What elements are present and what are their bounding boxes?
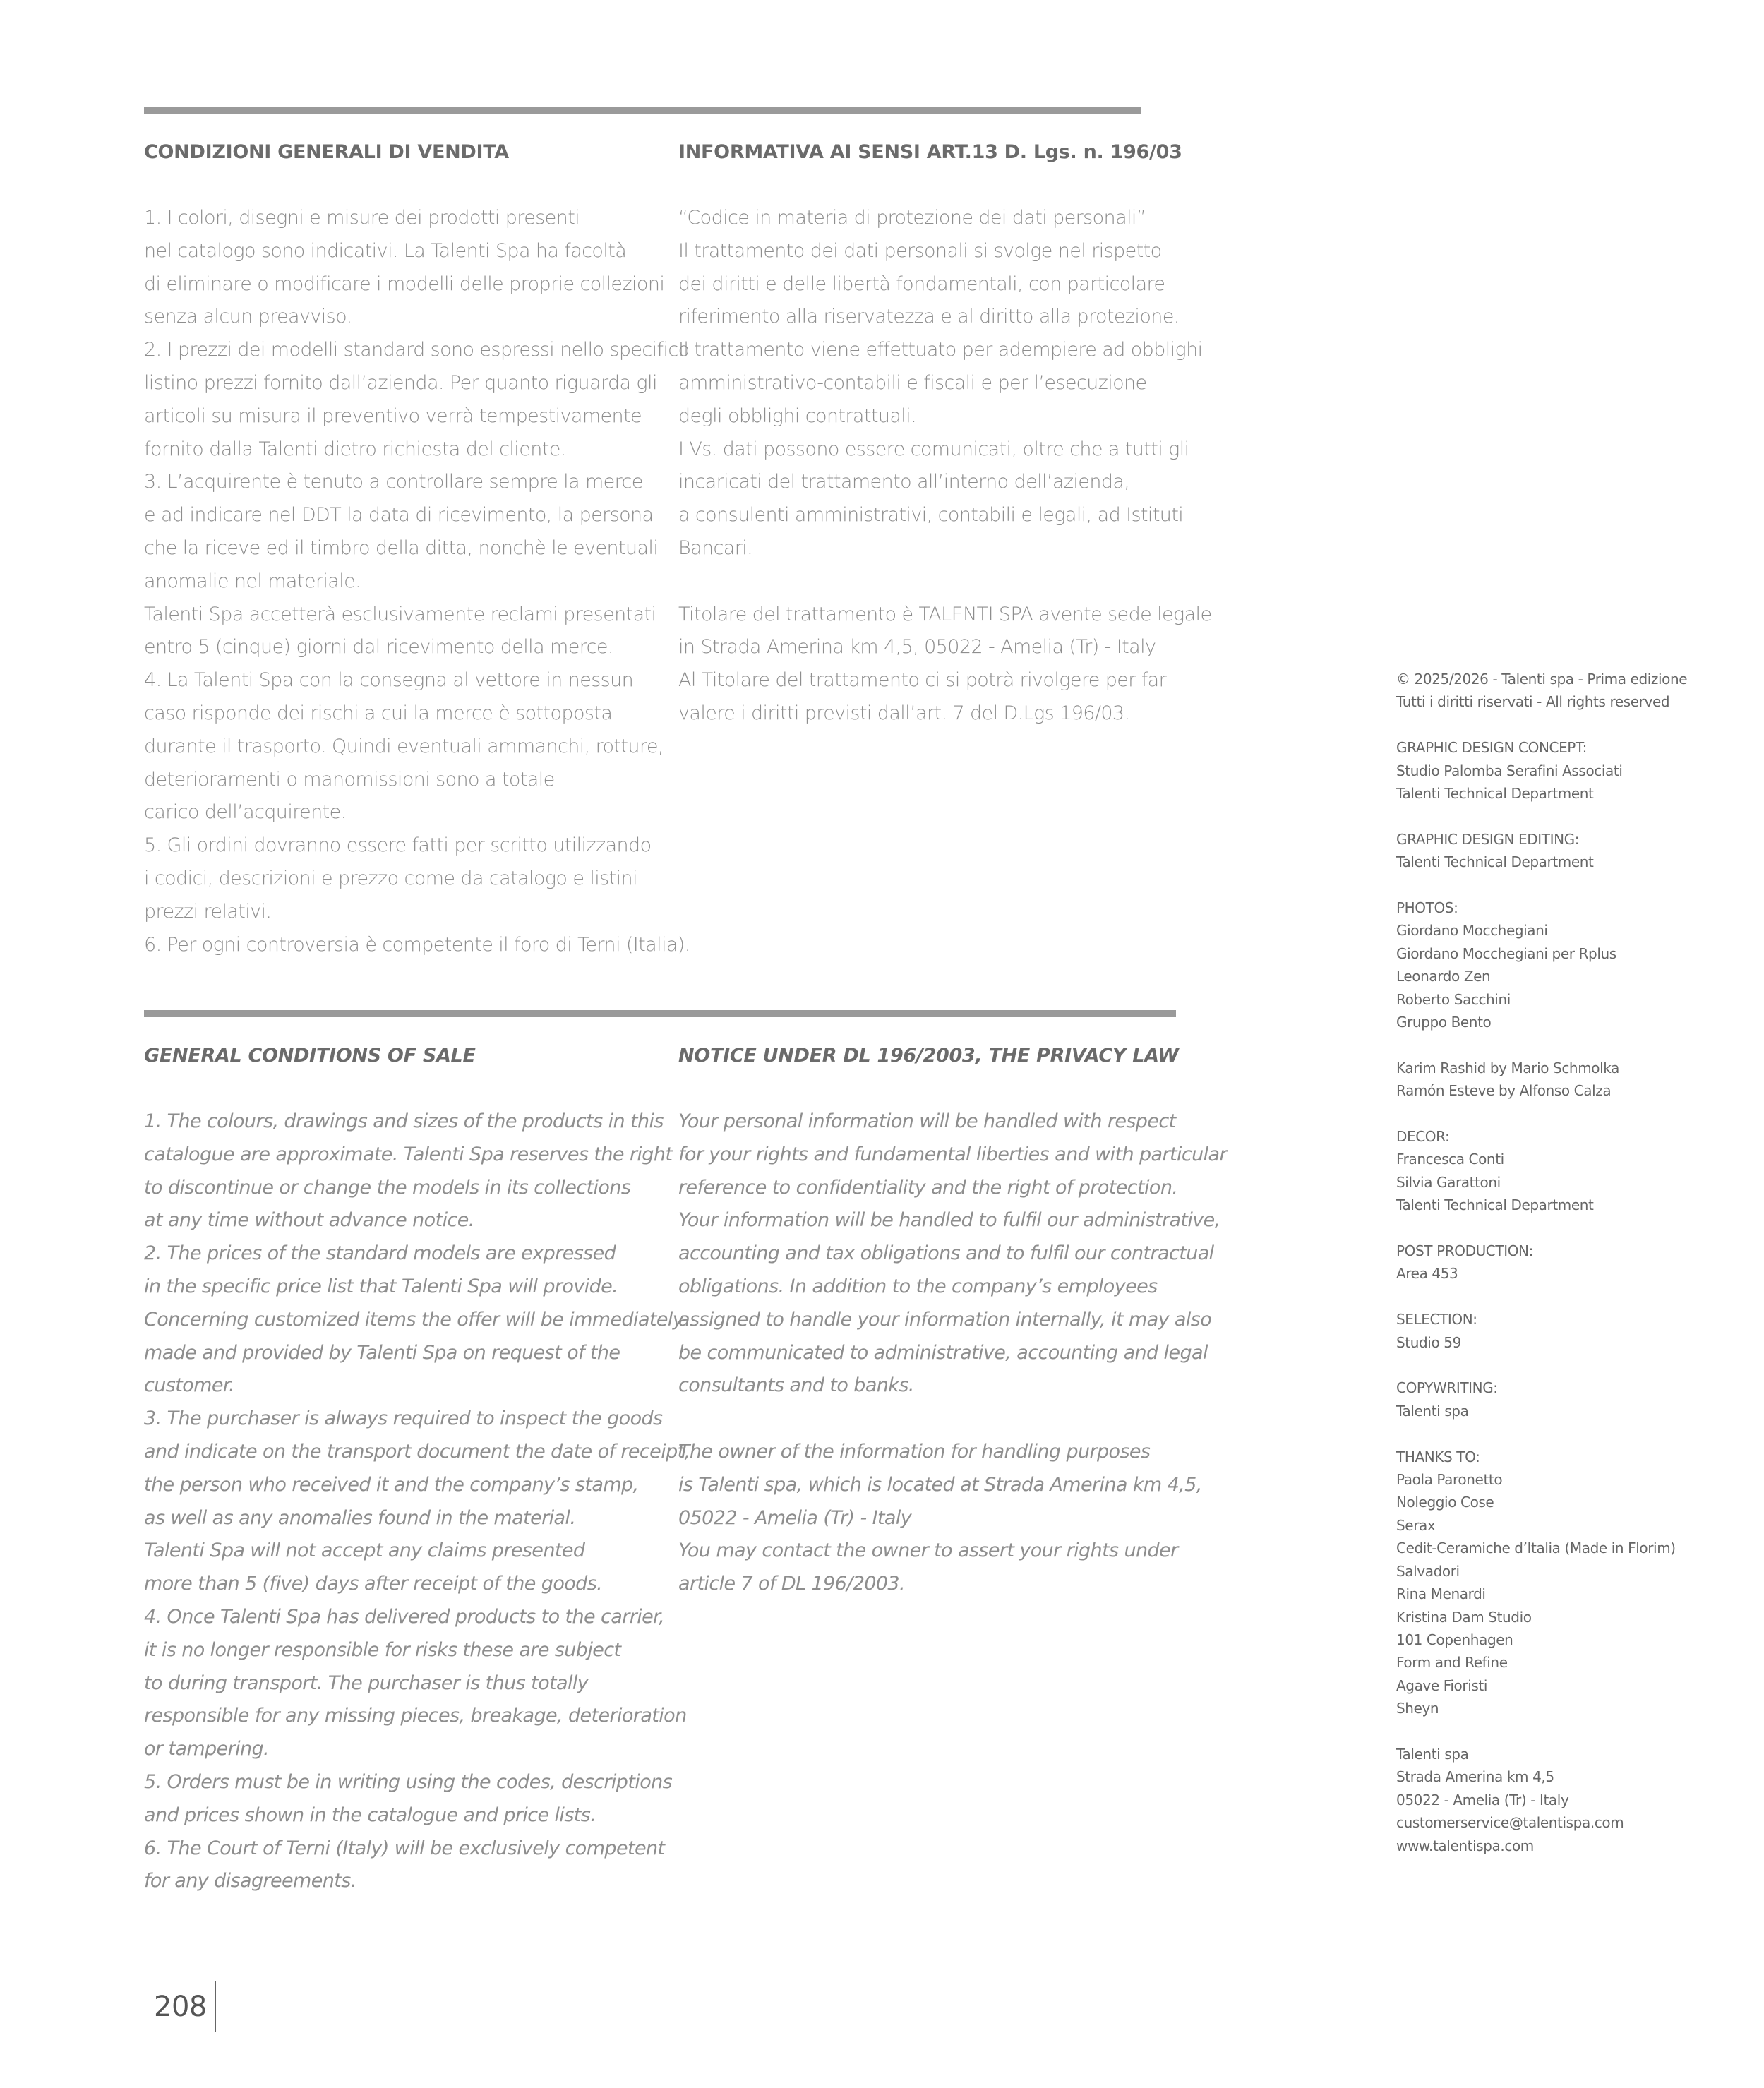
text-line: carico dell’acquirente.	[144, 801, 347, 824]
credit-line: Studio 59	[1396, 1333, 1461, 1351]
credit-line: Tutti i diritti riservati - All rights reserved	[1396, 693, 1670, 711]
credit-line: Paola Paronetto	[1396, 1471, 1503, 1489]
credit-line: Form and Refine	[1396, 1654, 1508, 1672]
text-line: 1. The colours, drawings and sizes of the products in this	[144, 1110, 664, 1132]
text-line: anomalie nel materiale.	[144, 570, 361, 592]
text-line: it is no longer responsible for risks these are subject	[144, 1638, 621, 1661]
text-line: senza alcun preavviso.	[144, 306, 352, 328]
en-conditions-text	[144, 1105, 690, 1898]
it-conditions-column	[144, 138, 690, 961]
credit-line: Talenti Technical Department	[1396, 853, 1594, 871]
en-conditions-title: GENERAL CONDITIONS OF SALE	[144, 1045, 476, 1067]
text-line: made and provided by Talenti Spa on request of the	[144, 1341, 620, 1364]
credit-line: Noleggio Cose	[1396, 1494, 1494, 1511]
text-line: assigned to handle your information internally, it may also	[678, 1308, 1212, 1331]
credit-line: GRAPHIC DESIGN CONCEPT:	[1396, 739, 1587, 757]
credit-line: DECOR:	[1396, 1128, 1450, 1146]
text-line: to discontinue or change the models in its collections	[144, 1176, 631, 1199]
credit-block	[1396, 668, 1749, 714]
text-line: 5. Orders must be in writing using the codes, descriptions	[144, 1770, 673, 1793]
text-line: as well as any anomalies found in the material.	[144, 1506, 576, 1529]
credit-line: Giordano Mocchegiani per Rplus	[1396, 944, 1616, 962]
email-link[interactable]: customerservice@talentispa.com	[1396, 1814, 1624, 1832]
credit-line: © 2025/2026 - Talenti spa - Prima edizione	[1396, 671, 1688, 688]
text-line: nel catalogo sono indicativi. La Talenti Spa ha facoltà	[144, 239, 627, 262]
credit-line: Salvadori	[1396, 1562, 1460, 1580]
credit-line: Ramón Esteve by Alfonso Calza	[1396, 1082, 1612, 1100]
credit-line: PHOTOS:	[1396, 899, 1458, 917]
credit-block	[1396, 1057, 1749, 1103]
credit-line: Gruppo Bento	[1396, 1014, 1492, 1031]
page-number: 208	[154, 1991, 207, 2023]
it-privacy-column	[678, 138, 1215, 731]
text-line: accounting and tax obligations and to fulfil our contractual	[678, 1242, 1214, 1265]
credits-sidebar	[1396, 668, 1749, 1880]
text-line: to during transport. The purchaser is thus totally	[144, 1672, 589, 1694]
text-line: and prices shown in the catalogue and price lists.	[144, 1804, 596, 1826]
en-privacy-text	[678, 1105, 1227, 1601]
text-line: 5. Gli ordini dovranno essere fatti per scritto utilizzando	[144, 834, 652, 857]
text-line: for any disagreements.	[144, 1870, 356, 1892]
text-line: articoli su misura il preventivo verrà tempestivamente	[144, 404, 642, 427]
credit-line: Rina Menardi	[1396, 1585, 1486, 1603]
text-line: entro 5 (cinque) giorni dal ricevimento della merce.	[144, 636, 613, 659]
credit-block	[1396, 1446, 1749, 1720]
text-line: deterioramenti o manomissioni sono a totale	[144, 768, 555, 791]
text-line: durante il trasporto. Quindi eventuali ammanchi, rotture,	[144, 735, 664, 757]
text-line: fornito dalla Talenti dietro richiesta del cliente.	[144, 438, 566, 460]
credit-line: Studio Palomba Serafini Associati	[1396, 762, 1623, 779]
credit-block	[1396, 1125, 1749, 1217]
credit-line: Karim Rashid by Mario Schmolka	[1396, 1059, 1619, 1076]
text-line: The owner of the information for handling purposes	[678, 1440, 1151, 1463]
text-line: Your personal information will be handled with respect	[678, 1110, 1176, 1132]
text-line: You may contact the owner to assert your rights under	[678, 1540, 1178, 1562]
text-line: Al Titolare del trattamento ci si potrà rivolgere per far	[678, 669, 1167, 692]
text-line: 05022 - Amelia (Tr) - Italy	[678, 1506, 912, 1529]
text-line: Talenti Spa accetterà esclusivamente reclami presentati	[144, 603, 656, 625]
text-line: 2. I prezzi dei modelli standard sono espressi nello specifico	[144, 339, 690, 361]
text-line: obligations. In addition to the company’s employees	[678, 1275, 1158, 1297]
text-line: riferimento alla riservatezza e al diritto alla protezione.	[678, 306, 1180, 328]
text-line: 6. The Court of Terni (Italy) will be exclusively competent	[144, 1837, 665, 1859]
credit-line: 101 Copenhagen	[1396, 1631, 1513, 1648]
text-line: be communicated to administrative, accounting and legal	[678, 1341, 1208, 1364]
credit-line: Cedit-Ceramiche d’Italia (Made in Florim)	[1396, 1540, 1676, 1557]
credit-line: Talenti Technical Department	[1396, 785, 1594, 803]
text-line: in Strada Amerina km 4,5, 05022 - Amelia (Tr) - Italy	[678, 636, 1156, 659]
text-line: e ad indicare nel DDT la data di ricevimento, la persona	[144, 504, 654, 527]
text-line: incaricati del trattamento all’interno dell’azienda,	[678, 471, 1130, 493]
it-privacy-text	[678, 202, 1215, 731]
text-line: reference to confidentiality and the right of protection.	[678, 1176, 1178, 1199]
text-line: article 7 of DL 196/2003.	[678, 1573, 905, 1595]
credit-line: Talenti Technical Department	[1396, 1196, 1594, 1214]
text-line: degli obblighi contrattuali.	[678, 404, 917, 427]
text-line: Talenti Spa will not accept any claims presented	[144, 1540, 585, 1562]
text-line: caso risponde dei rischi a cui la merce è sottoposta	[144, 702, 613, 724]
text-line: at any time without advance notice.	[144, 1209, 474, 1232]
en-privacy-title: NOTICE UNDER DL 196/2003, THE PRIVACY LAW	[678, 1045, 1179, 1067]
credit-line: Sheyn	[1396, 1700, 1439, 1717]
credit-line: Area 453	[1396, 1265, 1458, 1283]
text-line: “Codice in materia di protezione dei dati personali”	[678, 207, 1146, 229]
credit-block	[1396, 1743, 1749, 1857]
text-line: amministrativo-contabili e fiscali e per l’esecuzione	[678, 371, 1147, 394]
text-line: valere i diritti previsti dall’art. 7 del D.Lgs 196/03.	[678, 702, 1130, 724]
text-line: 2. The prices of the standard models are expressed	[144, 1242, 616, 1265]
credit-line: Kristina Dam Studio	[1396, 1608, 1532, 1626]
text-line: a consulenti amministrativi, contabili e legali, ad Istituti	[678, 504, 1184, 527]
text-line: 4. La Talenti Spa con la consegna al vettore in nessun	[144, 669, 634, 692]
credit-line: Talenti spa	[1396, 1402, 1469, 1420]
credit-block	[1396, 1240, 1749, 1285]
text-line: and indicate on the transport document the date of receipt,	[144, 1440, 690, 1463]
credit-block	[1396, 896, 1749, 1033]
credit-line: POST PRODUCTION:	[1396, 1242, 1533, 1260]
credit-line: Roberto Sacchini	[1396, 990, 1511, 1008]
text-line: in the specific price list that Talenti Spa will provide.	[144, 1275, 618, 1297]
text-line: prezzi relativi.	[144, 900, 272, 923]
middle-section-rule	[144, 1010, 1176, 1017]
text-line: Il trattamento dei dati personali si svolge nel rispetto	[678, 239, 1162, 262]
credit-line: Serax	[1396, 1516, 1436, 1534]
credit-block	[1396, 1376, 1749, 1422]
credit-line: Agave Fioristi	[1396, 1676, 1487, 1694]
credit-line: Francesca Conti	[1396, 1151, 1504, 1168]
credit-line: GRAPHIC DESIGN EDITING:	[1396, 830, 1580, 848]
text-line: Your information will be handled to fulfil our administrative,	[678, 1209, 1220, 1232]
credit-line: Strada Amerina km 4,5	[1396, 1768, 1554, 1786]
text-line: responsible for any missing pieces, breakage, deterioration	[144, 1705, 687, 1727]
website-link[interactable]: www.talentispa.com	[1396, 1837, 1534, 1854]
text-line: 3. L’acquirente è tenuto a controllare sempre la merce	[144, 471, 643, 493]
text-line: 3. The purchaser is always required to inspect the goods	[144, 1408, 663, 1430]
text-line: 4. Once Talenti Spa has delivered products to the carrier,	[144, 1605, 665, 1628]
credit-line: Leonardo Zen	[1396, 968, 1491, 985]
text-line: listino prezzi fornito dall’azienda. Per quanto riguarda gli	[144, 371, 657, 394]
credit-block	[1396, 1308, 1749, 1354]
credit-block	[1396, 828, 1749, 874]
paragraph-gap	[678, 1403, 1215, 1436]
text-line: i codici, descrizioni e prezzo come da catalogo e listini	[144, 867, 637, 889]
it-privacy-title: INFORMATIVA AI SENSI ART.13 D. Lgs. n. 196/03	[678, 141, 1182, 163]
text-line: customer.	[144, 1374, 234, 1397]
text-line: Il trattamento viene effettuato per adempiere ad obblighi	[678, 339, 1203, 361]
text-line: I Vs. dati possono essere comunicati, oltre che a tutti gli	[678, 438, 1189, 460]
text-line: for your rights and fundamental liberties and with particular	[678, 1143, 1227, 1165]
text-line: is Talenti spa, which is located at Strada Amerina km 4,5,	[678, 1473, 1202, 1496]
credit-block	[1396, 736, 1749, 805]
credit-line: Silvia Garattoni	[1396, 1173, 1501, 1191]
credit-line: SELECTION:	[1396, 1311, 1477, 1328]
it-conditions-text	[144, 202, 690, 961]
it-conditions-title: CONDIZIONI GENERALI DI VENDITA	[144, 141, 509, 163]
credit-line: COPYWRITING:	[1396, 1379, 1498, 1397]
text-line: Concerning customized items the offer will be immediately	[144, 1308, 684, 1331]
text-line: di eliminare o modificare i modelli delle proprie collezioni	[144, 272, 665, 295]
text-line: more than 5 (five) days after receipt of the goods.	[144, 1573, 603, 1595]
text-line: Bancari.	[678, 536, 753, 559]
text-line: 6. Per ogni controversia è competente il foro di Terni (Italia).	[144, 933, 690, 956]
text-line: che la riceve ed il timbro della ditta, nonchè le eventuali	[144, 536, 659, 559]
text-line: or tampering.	[144, 1738, 270, 1760]
text-line: 1. I colori, disegni e misure dei prodotti presenti	[144, 207, 580, 229]
top-section-rule	[144, 107, 1141, 114]
credit-line: Talenti spa	[1396, 1745, 1469, 1763]
text-line: consultants and to banks.	[678, 1374, 914, 1397]
en-conditions-column	[144, 1042, 690, 1898]
text-line: Titolare del trattamento è TALENTI SPA avente sede legale	[678, 603, 1212, 625]
credit-line: 05022 - Amelia (Tr) - Italy	[1396, 1791, 1569, 1808]
paragraph-gap	[678, 565, 1215, 599]
text-line: catalogue are approximate. Talenti Spa reserves the right	[144, 1143, 673, 1165]
en-privacy-column	[678, 1042, 1227, 1601]
text-line: the person who received it and the company’s stamp,	[144, 1473, 639, 1496]
credit-line: Giordano Mocchegiani	[1396, 922, 1548, 940]
page-number-divider	[215, 1981, 216, 2032]
credit-line: THANKS TO:	[1396, 1448, 1480, 1465]
text-line: dei diritti e delle libertà fondamentali, con particolare	[678, 272, 1165, 295]
